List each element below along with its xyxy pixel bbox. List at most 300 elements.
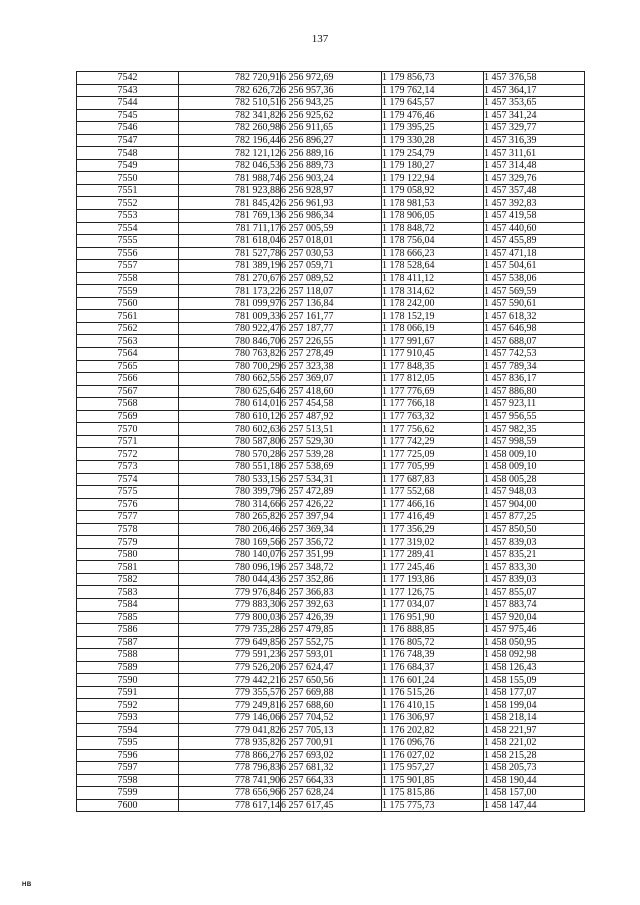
- table-row: [77, 774, 585, 787]
- coord-x1-cell: 779 442,21: [179, 674, 281, 687]
- coord-x2-cell: 1 177 319,02: [382, 536, 484, 549]
- point-number-cell: 7594: [77, 724, 179, 737]
- point-number-cell: 7556: [77, 247, 179, 260]
- coord-y2-cell: 1 457 376,58: [484, 72, 585, 85]
- coord-y2-cell: 1 457 835,21: [484, 548, 585, 561]
- table-row: [77, 109, 585, 122]
- point-number-cell: 7572: [77, 448, 179, 461]
- coord-y2-cell: 1 457 618,32: [484, 310, 585, 323]
- coord-y1-cell: 6 257 161,77: [281, 310, 382, 323]
- coord-y2-cell: 1 458 218,14: [484, 711, 585, 724]
- page-number: 137: [311, 33, 329, 45]
- coord-x2-cell: 1 179 645,57: [382, 97, 484, 110]
- coord-x2-cell: 1 179 122,94: [382, 172, 484, 185]
- coord-y1-cell: 6 257 030,53: [281, 247, 382, 260]
- table-row: [77, 649, 585, 662]
- coordinates-table: [76, 71, 585, 812]
- coord-x1-cell: 779 976,84: [179, 586, 281, 599]
- coord-y1-cell: 6 257 426,22: [281, 498, 382, 511]
- coord-y2-cell: 1 457 688,07: [484, 335, 585, 348]
- coord-y1-cell: 6 257 529,30: [281, 435, 382, 448]
- point-number-cell: 7597: [77, 762, 179, 775]
- point-number-cell: 7563: [77, 335, 179, 348]
- coord-y2-cell: 1 457 353,65: [484, 97, 585, 110]
- coord-y1-cell: 6 257 348,72: [281, 561, 382, 574]
- coord-x1-cell: 779 146,06: [179, 711, 281, 724]
- coord-x2-cell: 1 176 410,15: [382, 699, 484, 712]
- coord-y2-cell: 1 458 157,00: [484, 787, 585, 800]
- coord-x2-cell: 1 177 742,29: [382, 435, 484, 448]
- point-number-cell: 7546: [77, 122, 179, 135]
- coord-y1-cell: 6 256 943,25: [281, 97, 382, 110]
- coord-y2-cell: 1 457 975,46: [484, 624, 585, 637]
- coord-x2-cell: 1 177 126,75: [382, 586, 484, 599]
- point-number-cell: 7593: [77, 711, 179, 724]
- table-row: [77, 297, 585, 310]
- coord-y1-cell: 6 256 889,16: [281, 147, 382, 160]
- coord-x2-cell: 1 177 356,29: [382, 523, 484, 536]
- coord-y1-cell: 6 257 705,13: [281, 724, 382, 737]
- coord-y1-cell: 6 256 928,97: [281, 184, 382, 197]
- coord-y2-cell: 1 457 538,06: [484, 272, 585, 285]
- coord-x1-cell: 780 763,82: [179, 348, 281, 361]
- table-row: [77, 122, 585, 135]
- coord-y1-cell: 6 257 356,72: [281, 536, 382, 549]
- table-row: [77, 486, 585, 499]
- table-row: [77, 573, 585, 586]
- point-number-cell: 7574: [77, 473, 179, 486]
- coord-y1-cell: 6 256 911,65: [281, 122, 382, 135]
- coord-y1-cell: 6 257 136,84: [281, 297, 382, 310]
- coord-x1-cell: 782 720,91: [179, 72, 281, 85]
- coord-y2-cell: 1 457 742,53: [484, 348, 585, 361]
- coord-y1-cell: 6 257 369,34: [281, 523, 382, 536]
- coord-y1-cell: 6 257 513,51: [281, 423, 382, 436]
- table-row: [77, 473, 585, 486]
- coord-x1-cell: 780 602,63: [179, 423, 281, 436]
- point-number-cell: 7578: [77, 523, 179, 536]
- coord-y2-cell: 1 457 471,18: [484, 247, 585, 260]
- point-number-cell: 7558: [77, 272, 179, 285]
- coord-x1-cell: 782 121,12: [179, 147, 281, 160]
- point-number-cell: 7551: [77, 184, 179, 197]
- point-number-cell: 7545: [77, 109, 179, 122]
- coord-x2-cell: 1 176 748,39: [382, 649, 484, 662]
- coord-y1-cell: 6 257 366,83: [281, 586, 382, 599]
- coord-y2-cell: 1 458 205,73: [484, 762, 585, 775]
- coord-x2-cell: 1 175 901,85: [382, 774, 484, 787]
- coord-y2-cell: 1 457 440,60: [484, 222, 585, 235]
- coord-x1-cell: 782 046,53: [179, 159, 281, 172]
- coord-x2-cell: 1 177 245,46: [382, 561, 484, 574]
- coord-x2-cell: 1 176 951,90: [382, 611, 484, 624]
- coord-y1-cell: 6 256 961,93: [281, 197, 382, 210]
- coord-x1-cell: 780 140,07: [179, 548, 281, 561]
- coord-x1-cell: 778 935,82: [179, 736, 281, 749]
- coord-x2-cell: 1 177 552,68: [382, 486, 484, 499]
- coord-y2-cell: 1 457 956,55: [484, 410, 585, 423]
- point-number-cell: 7596: [77, 749, 179, 762]
- coord-y2-cell: 1 457 850,50: [484, 523, 585, 536]
- coord-x2-cell: 1 179 856,73: [382, 72, 484, 85]
- table-row: [77, 523, 585, 536]
- coord-y2-cell: 1 458 009,10: [484, 460, 585, 473]
- table-row: [77, 373, 585, 386]
- point-number-cell: 7599: [77, 787, 179, 800]
- coord-x2-cell: 1 177 193,86: [382, 573, 484, 586]
- table-row: [77, 561, 585, 574]
- table-row: [77, 799, 585, 812]
- point-number-cell: 7585: [77, 611, 179, 624]
- table-row: [77, 787, 585, 800]
- coord-x1-cell: 780 570,28: [179, 448, 281, 461]
- table-row: [77, 348, 585, 361]
- point-number-cell: 7591: [77, 686, 179, 699]
- coord-y2-cell: 1 457 316,39: [484, 134, 585, 147]
- coord-x1-cell: 779 249,81: [179, 699, 281, 712]
- coord-x1-cell: 780 314,66: [179, 498, 281, 511]
- coord-x2-cell: 1 177 848,35: [382, 360, 484, 373]
- point-number-cell: 7543: [77, 84, 179, 97]
- point-number-cell: 7568: [77, 398, 179, 411]
- coord-y1-cell: 6 257 669,88: [281, 686, 382, 699]
- coord-x2-cell: 1 178 848,72: [382, 222, 484, 235]
- coord-x2-cell: 1 176 805,72: [382, 636, 484, 649]
- table-row: [77, 762, 585, 775]
- coord-y1-cell: 6 257 624,47: [281, 661, 382, 674]
- coord-x1-cell: 782 260,98: [179, 122, 281, 135]
- coord-y1-cell: 6 257 487,92: [281, 410, 382, 423]
- point-number-cell: 7548: [77, 147, 179, 160]
- point-number-cell: 7562: [77, 322, 179, 335]
- table-row: [77, 285, 585, 298]
- point-number-cell: 7566: [77, 373, 179, 386]
- coord-y2-cell: 1 457 392,83: [484, 197, 585, 210]
- point-number-cell: 7571: [77, 435, 179, 448]
- coord-y1-cell: 6 257 005,59: [281, 222, 382, 235]
- coord-x1-cell: 780 662,55: [179, 373, 281, 386]
- table-row: [77, 134, 585, 147]
- coord-y1-cell: 6 257 352,86: [281, 573, 382, 586]
- coord-y1-cell: 6 256 986,34: [281, 210, 382, 223]
- coord-x2-cell: 1 176 306,97: [382, 711, 484, 724]
- coord-x1-cell: 780 551,18: [179, 460, 281, 473]
- table-row: [77, 611, 585, 624]
- coord-x2-cell: 1 177 766,18: [382, 398, 484, 411]
- coord-x1-cell: 782 626,72: [179, 84, 281, 97]
- table-row: [77, 435, 585, 448]
- coord-x2-cell: 1 177 705,99: [382, 460, 484, 473]
- point-number-cell: 7582: [77, 573, 179, 586]
- table-row: [77, 210, 585, 223]
- point-number-cell: 7553: [77, 210, 179, 223]
- coord-x2-cell: 1 179 395,25: [382, 122, 484, 135]
- table-row: [77, 686, 585, 699]
- coord-y1-cell: 6 257 628,24: [281, 787, 382, 800]
- coord-x1-cell: 779 041,82: [179, 724, 281, 737]
- coord-y1-cell: 6 257 118,07: [281, 285, 382, 298]
- coord-y2-cell: 1 457 839,03: [484, 536, 585, 549]
- coord-y1-cell: 6 257 426,39: [281, 611, 382, 624]
- coord-x2-cell: 1 178 666,23: [382, 247, 484, 260]
- coord-y2-cell: 1 457 419,58: [484, 210, 585, 223]
- coord-x1-cell: 780 265,82: [179, 511, 281, 524]
- coord-y2-cell: 1 457 329,77: [484, 122, 585, 135]
- coord-y2-cell: 1 457 982,35: [484, 423, 585, 436]
- coord-y2-cell: 1 457 948,03: [484, 486, 585, 499]
- coordinates-table-body: [77, 72, 585, 812]
- table-row: [77, 711, 585, 724]
- table-row: [77, 410, 585, 423]
- coord-x2-cell: 1 178 314,62: [382, 285, 484, 298]
- coord-y1-cell: 6 257 226,55: [281, 335, 382, 348]
- point-number-cell: 7549: [77, 159, 179, 172]
- point-number-cell: 7580: [77, 548, 179, 561]
- point-number-cell: 7564: [77, 348, 179, 361]
- table-row: [77, 147, 585, 160]
- coord-y2-cell: 1 458 215,28: [484, 749, 585, 762]
- table-row: [77, 72, 585, 85]
- table-row: [77, 360, 585, 373]
- coord-y1-cell: 6 256 957,36: [281, 84, 382, 97]
- table-row: [77, 636, 585, 649]
- coord-y2-cell: 1 457 833,30: [484, 561, 585, 574]
- table-row: [77, 398, 585, 411]
- coord-y1-cell: 6 257 534,31: [281, 473, 382, 486]
- coord-y1-cell: 6 257 617,45: [281, 799, 382, 812]
- coord-y1-cell: 6 257 693,02: [281, 749, 382, 762]
- coord-x1-cell: 782 510,51: [179, 97, 281, 110]
- coord-x2-cell: 1 177 725,09: [382, 448, 484, 461]
- coord-y2-cell: 1 457 357,48: [484, 184, 585, 197]
- coord-x1-cell: 780 399,79: [179, 486, 281, 499]
- coord-x1-cell: 780 625,64: [179, 385, 281, 398]
- point-number-cell: 7576: [77, 498, 179, 511]
- coord-y2-cell: 1 457 836,17: [484, 373, 585, 386]
- table-row: [77, 460, 585, 473]
- table-row: [77, 423, 585, 436]
- coord-x1-cell: 781 618,04: [179, 235, 281, 248]
- point-number-cell: 7559: [77, 285, 179, 298]
- coord-x1-cell: 778 617,14: [179, 799, 281, 812]
- coord-y2-cell: 1 457 904,00: [484, 498, 585, 511]
- coord-y2-cell: 1 458 050,95: [484, 636, 585, 649]
- coord-y1-cell: 6 257 454,58: [281, 398, 382, 411]
- coord-y2-cell: 1 457 855,07: [484, 586, 585, 599]
- coord-y2-cell: 1 457 504,61: [484, 260, 585, 273]
- coord-y1-cell: 6 256 896,27: [281, 134, 382, 147]
- coord-y1-cell: 6 257 539,28: [281, 448, 382, 461]
- point-number-cell: 7600: [77, 799, 179, 812]
- coord-x1-cell: 779 735,28: [179, 624, 281, 637]
- coord-x1-cell: 780 044,43: [179, 573, 281, 586]
- coord-x1-cell: 781 923,88: [179, 184, 281, 197]
- coord-y2-cell: 1 457 569,59: [484, 285, 585, 298]
- table-row: [77, 548, 585, 561]
- point-number-cell: 7577: [77, 511, 179, 524]
- coord-y1-cell: 6 257 059,71: [281, 260, 382, 273]
- point-number-cell: 7569: [77, 410, 179, 423]
- coord-y2-cell: 1 458 005,28: [484, 473, 585, 486]
- table-row: [77, 247, 585, 260]
- coord-x2-cell: 1 177 812,05: [382, 373, 484, 386]
- coord-y2-cell: 1 457 883,74: [484, 598, 585, 611]
- coord-y2-cell: 1 457 314,48: [484, 159, 585, 172]
- table-row: [77, 498, 585, 511]
- coord-x2-cell: 1 177 776,69: [382, 385, 484, 398]
- table-row: [77, 586, 585, 599]
- point-number-cell: 7595: [77, 736, 179, 749]
- coord-y2-cell: 1 457 455,89: [484, 235, 585, 248]
- coord-y1-cell: 6 257 479,85: [281, 624, 382, 637]
- coord-x1-cell: 781 270,67: [179, 272, 281, 285]
- coord-x1-cell: 779 649,85: [179, 636, 281, 649]
- point-number-cell: 7544: [77, 97, 179, 110]
- coord-x1-cell: 780 614,01: [179, 398, 281, 411]
- point-number-cell: 7588: [77, 649, 179, 662]
- coord-y2-cell: 1 457 789,34: [484, 360, 585, 373]
- coord-x2-cell: 1 176 202,82: [382, 724, 484, 737]
- coord-y2-cell: 1 457 839,03: [484, 573, 585, 586]
- coord-y1-cell: 6 257 593,01: [281, 649, 382, 662]
- coord-y2-cell: 1 458 009,10: [484, 448, 585, 461]
- point-number-cell: 7583: [77, 586, 179, 599]
- coord-x2-cell: 1 179 180,27: [382, 159, 484, 172]
- point-number-cell: 7589: [77, 661, 179, 674]
- coord-y1-cell: 6 257 700,91: [281, 736, 382, 749]
- coord-x2-cell: 1 179 476,46: [382, 109, 484, 122]
- table-row: [77, 197, 585, 210]
- coord-y2-cell: 1 457 341,24: [484, 109, 585, 122]
- point-number-cell: 7587: [77, 636, 179, 649]
- coord-y1-cell: 6 257 704,52: [281, 711, 382, 724]
- coord-x1-cell: 781 009,33: [179, 310, 281, 323]
- coord-y1-cell: 6 257 089,52: [281, 272, 382, 285]
- point-number-cell: 7592: [77, 699, 179, 712]
- coord-x1-cell: 778 866,27: [179, 749, 281, 762]
- coord-x2-cell: 1 176 684,37: [382, 661, 484, 674]
- coord-x1-cell: 778 656,96: [179, 787, 281, 800]
- coord-y2-cell: 1 457 923,11: [484, 398, 585, 411]
- coord-y2-cell: 1 458 221,02: [484, 736, 585, 749]
- footer-mark: НВ: [22, 882, 32, 888]
- point-number-cell: 7598: [77, 774, 179, 787]
- table-row: [77, 172, 585, 185]
- coord-y1-cell: 6 256 889,73: [281, 159, 382, 172]
- point-number-cell: 7575: [77, 486, 179, 499]
- coord-x2-cell: 1 175 815,86: [382, 787, 484, 800]
- coord-x1-cell: 778 741,90: [179, 774, 281, 787]
- coord-y2-cell: 1 458 147,44: [484, 799, 585, 812]
- coord-x2-cell: 1 177 910,45: [382, 348, 484, 361]
- table-row: [77, 511, 585, 524]
- coord-x2-cell: 1 179 058,92: [382, 184, 484, 197]
- table-row: [77, 322, 585, 335]
- coord-x1-cell: 781 527,78: [179, 247, 281, 260]
- coord-x1-cell: 780 533,15: [179, 473, 281, 486]
- coord-x1-cell: 780 700,29: [179, 360, 281, 373]
- coord-y1-cell: 6 257 650,56: [281, 674, 382, 687]
- coord-y2-cell: 1 458 190,44: [484, 774, 585, 787]
- coord-x2-cell: 1 178 242,00: [382, 297, 484, 310]
- coord-y2-cell: 1 458 177,07: [484, 686, 585, 699]
- table-row: [77, 260, 585, 273]
- table-row: [77, 385, 585, 398]
- point-number-cell: 7579: [77, 536, 179, 549]
- coord-x2-cell: 1 177 991,67: [382, 335, 484, 348]
- coord-x1-cell: 780 169,56: [179, 536, 281, 549]
- coord-x1-cell: 781 845,42: [179, 197, 281, 210]
- coord-x2-cell: 1 176 027,02: [382, 749, 484, 762]
- coord-x1-cell: 781 711,17: [179, 222, 281, 235]
- point-number-cell: 7573: [77, 460, 179, 473]
- coord-x2-cell: 1 177 687,83: [382, 473, 484, 486]
- table-row: [77, 598, 585, 611]
- coord-x1-cell: 779 883,30: [179, 598, 281, 611]
- coord-x1-cell: 781 173,22: [179, 285, 281, 298]
- coord-y1-cell: 6 257 392,63: [281, 598, 382, 611]
- coord-x2-cell: 1 176 515,26: [382, 686, 484, 699]
- point-number-cell: 7560: [77, 297, 179, 310]
- coord-y1-cell: 6 257 187,77: [281, 322, 382, 335]
- coord-x1-cell: 779 526,20: [179, 661, 281, 674]
- coord-y2-cell: 1 457 364,17: [484, 84, 585, 97]
- coord-x2-cell: 1 176 888,85: [382, 624, 484, 637]
- table-row: [77, 674, 585, 687]
- coord-y2-cell: 1 457 590,61: [484, 297, 585, 310]
- point-number-cell: 7554: [77, 222, 179, 235]
- coord-y2-cell: 1 458 126,43: [484, 661, 585, 674]
- coord-y2-cell: 1 457 998,59: [484, 435, 585, 448]
- coord-x2-cell: 1 179 330,28: [382, 134, 484, 147]
- coord-x2-cell: 1 177 034,07: [382, 598, 484, 611]
- coord-x2-cell: 1 179 762,14: [382, 84, 484, 97]
- coord-x1-cell: 782 341,82: [179, 109, 281, 122]
- point-number-cell: 7570: [77, 423, 179, 436]
- coord-y2-cell: 1 458 221,97: [484, 724, 585, 737]
- coord-x1-cell: 778 796,83: [179, 762, 281, 775]
- coord-y1-cell: 6 256 903,24: [281, 172, 382, 185]
- coord-x1-cell: 781 099,97: [179, 297, 281, 310]
- table-row: [77, 222, 585, 235]
- coord-x2-cell: 1 177 289,41: [382, 548, 484, 561]
- point-number-cell: 7567: [77, 385, 179, 398]
- coord-x2-cell: 1 177 763,32: [382, 410, 484, 423]
- point-number-cell: 7552: [77, 197, 179, 210]
- coord-y1-cell: 6 257 278,49: [281, 348, 382, 361]
- table-row: [77, 724, 585, 737]
- coord-x1-cell: 779 355,57: [179, 686, 281, 699]
- coord-y2-cell: 1 457 329,76: [484, 172, 585, 185]
- coord-x1-cell: 779 591,23: [179, 649, 281, 662]
- coord-y1-cell: 6 257 418,60: [281, 385, 382, 398]
- coord-y1-cell: 6 257 664,33: [281, 774, 382, 787]
- table-row: [77, 699, 585, 712]
- coord-y1-cell: 6 257 369,07: [281, 373, 382, 386]
- table-row: [77, 661, 585, 674]
- coord-x2-cell: 1 178 528,64: [382, 260, 484, 273]
- coord-y1-cell: 6 256 972,69: [281, 72, 382, 85]
- coord-x1-cell: 780 846,70: [179, 335, 281, 348]
- point-number-cell: 7581: [77, 561, 179, 574]
- point-number-cell: 7561: [77, 310, 179, 323]
- coord-x1-cell: 780 206,46: [179, 523, 281, 536]
- coord-x2-cell: 1 178 411,12: [382, 272, 484, 285]
- coord-y1-cell: 6 257 018,01: [281, 235, 382, 248]
- point-number-cell: 7542: [77, 72, 179, 85]
- coord-x2-cell: 1 178 906,05: [382, 210, 484, 223]
- table-row: [77, 749, 585, 762]
